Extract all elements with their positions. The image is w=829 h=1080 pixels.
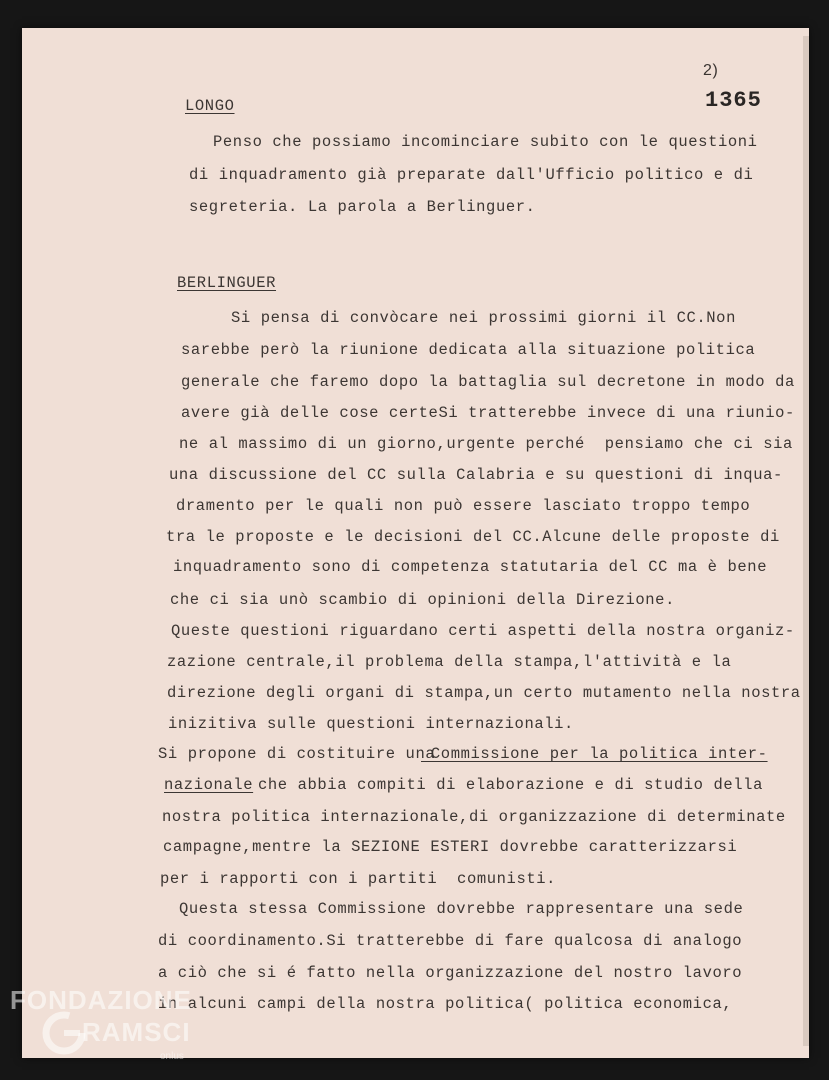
text-line: che abbia compiti di elaborazione e di studio della — [258, 776, 763, 794]
document-number: 1365 — [705, 88, 762, 113]
text-line: di inquadramento già preparate dall'Ufficio politico e di — [189, 166, 754, 184]
text-line: sarebbe però la riunione dedicata alla situazione politica — [181, 341, 756, 359]
text-line: tra le proposte e le decisioni del CC.Alcune delle proposte di — [166, 528, 780, 546]
text-line: avere già delle cose certeSi tratterebbe invece di una riunio- — [181, 404, 795, 422]
text-line: Penso che possiamo incominciare subito con le questioni — [213, 133, 758, 151]
watermark-sub: onlus — [160, 1051, 184, 1062]
text-line: Queste questioni riguardano certi aspetti della nostra organiz- — [171, 622, 795, 640]
speaker-name-longo: LONGO — [185, 97, 235, 115]
text-line: campagne,mentre la SEZIONE ESTERI dovrebbe caratterizzarsi — [163, 838, 738, 856]
text-line: di coordinamento.Si tratterebbe di fare qualcosa di analogo — [158, 932, 743, 950]
text-line: zazione centrale,il problema della stampa,l'attività e la — [167, 653, 732, 671]
text-line: direzione degli organi di stampa,un certo mutamento nella nostra — [167, 684, 801, 702]
text-line: segreteria. La parola a Berlinguer. — [189, 198, 536, 216]
underlined-commission-end: nazionale — [164, 776, 254, 794]
text-line: inizitiva sulle questioni internazionali. — [168, 715, 574, 733]
text-line: ne al massimo di un giorno,urgente perché pensiamo che ci sia — [179, 435, 793, 453]
gramsci-g-logo-icon — [40, 1009, 88, 1057]
text-line: Si pensa di convòcare nei prossimi giorni il CC.Non — [231, 309, 736, 327]
watermark-line2: RAMSCI — [82, 1017, 191, 1047]
text-line: generale che faremo dopo la battaglia sul decretone in modo da — [181, 373, 795, 391]
text-line: a ciò che si é fatto nella organizzazione del nostro lavoro — [158, 964, 743, 982]
page-edge — [803, 36, 809, 1046]
text-line: nostra politica internazionale,di organizzazione di determinate — [162, 808, 786, 826]
page-marker: 2) — [703, 62, 719, 79]
text-line: in alcuni campi della nostra politica( politica economica, — [158, 995, 733, 1013]
text-line: dramento per le quali non può essere lasciato troppo tempo — [176, 497, 751, 515]
speaker-name-berlinguer: BERLINGUER — [177, 274, 277, 292]
watermark-line1: FONDAZIONE — [10, 985, 192, 1015]
foundation-watermark — [10, 985, 210, 1070]
text-line: inquadramento sono di competenza statutaria del CC ma è bene — [173, 558, 768, 576]
text-line: Questa stessa Commissione dovrebbe rappresentare una sede — [179, 900, 744, 918]
underlined-commission: Commissione per la politica inter- — [421, 745, 768, 763]
text-line: Si propone di costituire una — [158, 745, 436, 763]
text-line: per i rapporti con i partiti comunisti. — [160, 870, 557, 888]
text-line: che ci sia unò scambio di opinioni della Direzione. — [170, 591, 675, 609]
text-line: una discussione del CC sulla Calabria e su questioni di inqua- — [169, 466, 783, 484]
